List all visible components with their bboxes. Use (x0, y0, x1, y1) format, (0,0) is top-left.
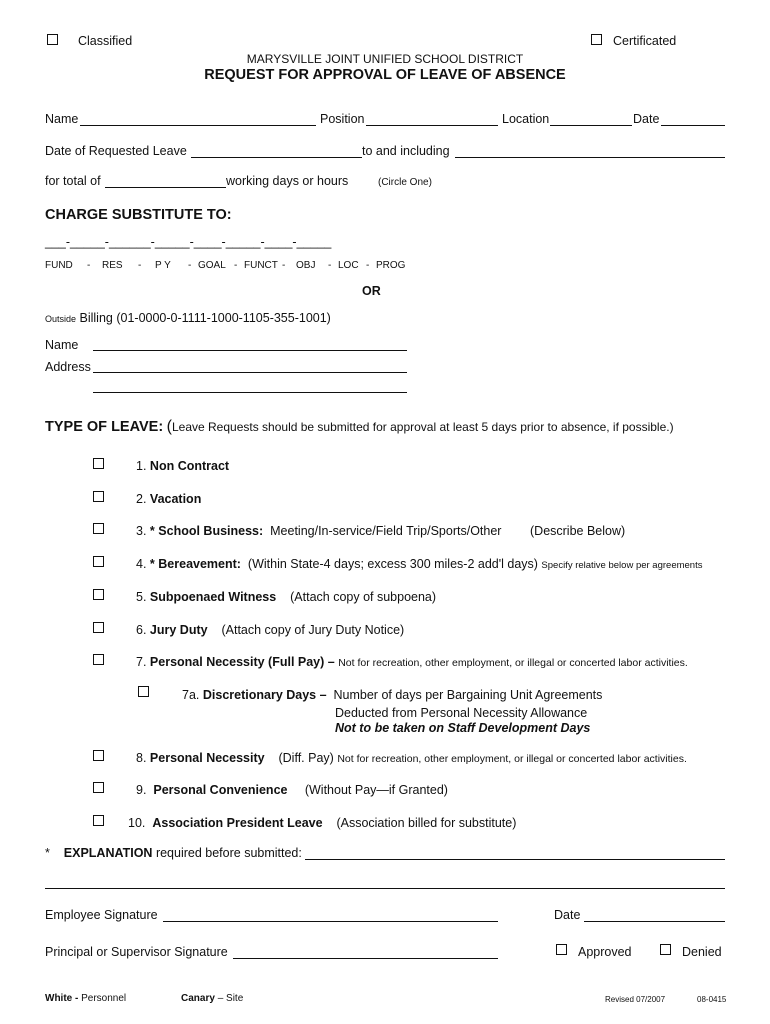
certificated-label: Certificated (613, 34, 677, 48)
leave-item-association-president: 10. Association President Leave (Association billed for substitute) (128, 816, 517, 830)
leave-checkbox-personal-convenience[interactable] (93, 782, 104, 793)
billing-name-field[interactable] (93, 350, 407, 351)
billing-name-label: Name (45, 338, 79, 352)
funct-label: FUNCT (244, 260, 278, 271)
loc-label: LOC (338, 260, 359, 271)
principal-signature-label: Principal or Supervisor Signature (45, 945, 228, 959)
date-field[interactable] (661, 125, 725, 126)
leave-item-non-contract: 1. Non Contract (136, 459, 230, 473)
leave-note: Leave Requests should be submitted for approval at least 5 days prior to absence, if possible.) (171, 420, 674, 434)
footer-form-code: 08-0415 (697, 995, 727, 1004)
leave-checkbox-non-contract[interactable] (93, 458, 104, 469)
explanation-field-2[interactable] (45, 888, 725, 889)
leave-item-jury-duty: 6. Jury Duty (Attach copy of Jury Duty Notice) (136, 623, 405, 637)
leave-checkbox-bereavement[interactable] (93, 556, 104, 567)
leave-checkbox-association-president[interactable] (93, 815, 104, 826)
footer-canary-copy: Canary – Site (181, 993, 244, 1004)
fund-label: FUND (45, 260, 73, 271)
leave-checkbox-school-business[interactable] (93, 523, 104, 534)
or-label: OR (362, 284, 381, 298)
approved-checkbox[interactable] (556, 944, 567, 955)
leave-checkbox-vacation[interactable] (93, 491, 104, 502)
outside-label: Outside (45, 314, 77, 324)
footer-revised: Revised 07/2007 (605, 995, 666, 1004)
name-field[interactable] (80, 125, 316, 126)
leave-item-personal-necessity-full: 7. Personal Necessity (Full Pay) – Not for recreation, other employment, or illegal or concerted labor activities. (136, 655, 688, 669)
to-including-label: to and including (362, 144, 450, 158)
employee-signature-field[interactable] (163, 921, 498, 922)
explanation-label: * EXPLANATION required before submitted: (45, 846, 302, 860)
name-label: Name (45, 112, 79, 126)
charge-substitute-heading: CHARGE SUBSTITUTE TO: (45, 207, 232, 223)
discretionary-staff-dev-note: Not to be taken on Staff Development Days (335, 721, 591, 735)
date-label: Date (633, 112, 660, 126)
employee-date-field[interactable] (584, 921, 725, 922)
classified-label: Classified (78, 34, 133, 48)
py-label: P Y (155, 260, 171, 271)
leave-item-personal-necessity-diff: 8. Personal Necessity (Diff. Pay) Not for recreation, other employment, or illegal or concerted labor activities. (136, 751, 687, 765)
leave-checkbox-discretionary-days[interactable] (138, 686, 149, 697)
footer-white-copy: White - Personnel (45, 993, 127, 1004)
leave-item-bereavement: 4. * Bereavement: (Within State-4 days; excess 300 miles-2 add'l days) Specify relative below per agreements (136, 557, 703, 571)
position-label: Position (320, 112, 365, 126)
for-total-label: for total of (45, 174, 101, 188)
date-requested-label: Date of Requested Leave (45, 144, 187, 158)
leave-item-discretionary-days: 7a. Discretionary Days – Number of days per Bargaining Unit Agreements (182, 688, 603, 702)
certificated-checkbox[interactable] (591, 34, 602, 45)
district-name: MARYSVILLE JOINT UNIFIED SCHOOL DISTRICT (246, 52, 524, 66)
separator: - (366, 260, 370, 271)
denied-label: Denied (682, 945, 722, 959)
outside-billing (45, 311, 331, 325)
separator: - (282, 260, 286, 271)
to-including-field[interactable] (455, 157, 725, 158)
location-field[interactable] (550, 125, 632, 126)
approved-label: Approved (578, 945, 632, 959)
billing-code: Billing (01-0000-0-1111-1000-1105-355-1001) (79, 311, 331, 325)
working-days-label: working days or hours (226, 174, 349, 188)
goal-label: GOAL (198, 260, 226, 271)
leave-checkbox-personal-necessity-full[interactable] (93, 654, 104, 665)
employee-date-label: Date (554, 908, 581, 922)
type-of-leave-heading: TYPE OF LEAVE: (Leave Requests should be submitted for approval at least 5 days prior to absence, if possible.) (45, 418, 674, 435)
prog-label: PROG (376, 260, 406, 271)
separator: - (234, 260, 238, 271)
form-title: REQUEST FOR APPROVAL OF LEAVE OF ABSENCE (204, 67, 566, 83)
billing-address-label: Address (45, 360, 91, 374)
leave-checkbox-personal-necessity-diff[interactable] (93, 750, 104, 761)
separator: - (87, 260, 91, 271)
describe-below-note: (Describe Below) (530, 524, 626, 538)
denied-checkbox[interactable] (660, 944, 671, 955)
separator: - (328, 260, 332, 271)
leave-item-personal-convenience: 9. Personal Convenience (Without Pay—if Granted) (136, 783, 448, 797)
leave-item-vacation: 2. Vacation (136, 492, 202, 506)
total-days-field[interactable] (105, 187, 226, 188)
billing-address-field[interactable] (93, 372, 407, 373)
employee-signature-label: Employee Signature (45, 908, 158, 922)
obj-label: OBJ (296, 260, 316, 271)
principal-signature-field[interactable] (233, 958, 498, 959)
leave-checkbox-subpoenaed-witness[interactable] (93, 589, 104, 600)
billing-address-field-2[interactable] (93, 392, 407, 393)
leave-item-school-business: 3. * School Business: Meeting/In-service/Field Trip/Sports/Other (136, 524, 502, 538)
location-label: Location (502, 112, 550, 126)
explanation-field[interactable] (305, 859, 725, 860)
separator: - (188, 260, 192, 271)
leave-checkbox-jury-duty[interactable] (93, 622, 104, 633)
leave-item-subpoenaed-witness: 5. Subpoenaed Witness (Attach copy of subpoena) (136, 590, 437, 604)
res-label: RES (102, 260, 123, 271)
date-requested-field[interactable] (191, 157, 362, 158)
separator: - (138, 260, 142, 271)
discretionary-deducted-note: Deducted from Personal Necessity Allowance (335, 706, 588, 720)
account-code-line[interactable]: ___-_____-______-_____-____-_____-____-_____ (45, 235, 332, 249)
position-field[interactable] (366, 125, 498, 126)
classified-checkbox[interactable] (47, 34, 58, 45)
circle-one-note: (Circle One) (378, 177, 432, 188)
